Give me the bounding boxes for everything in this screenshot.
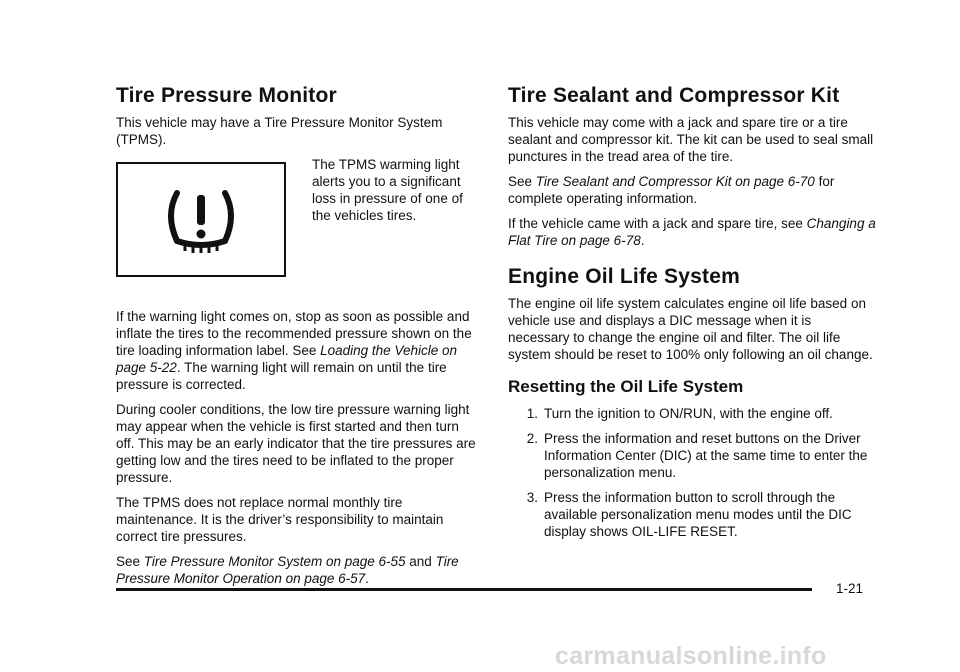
step-number: 1. xyxy=(526,406,538,421)
tpms-paragraph-4 xyxy=(116,553,476,587)
sealant-paragraph-2 xyxy=(508,173,876,207)
cross-reference-link[interactable]: Tire Sealant and Compressor Kit on page 6‑70 xyxy=(535,174,815,189)
section-heading-sealant: Tire Sealant and Compressor Kit xyxy=(508,84,840,107)
text-span: and xyxy=(405,554,436,569)
tpms-caption: The TPMS warming light alerts you to a significant loss in pressure of one of the vehicles tires. xyxy=(312,157,463,223)
text-span: See xyxy=(508,174,536,189)
text-span: . xyxy=(640,233,645,248)
text-span: . xyxy=(365,571,369,586)
section-heading-tpms: Tire Pressure Monitor xyxy=(116,84,337,107)
subheading-reset-oil-life: Resetting the Oil Life System xyxy=(508,377,744,396)
step-text: Turn the ignition to ON/RUN, with the engine off. xyxy=(544,406,833,421)
cross-reference-link[interactable]: Tire Pressure Monitor Operation on page 6‑57 xyxy=(116,554,459,586)
text-span: If the warning light comes on, stop as soon as possible and inflate the tires to the recommended pressure shown on the tire loading information label. See xyxy=(116,309,472,358)
tpms-intro: This vehicle may have a Tire Pressure Monitor System (TPMS). xyxy=(116,115,443,147)
text-span: . The warning light will remain on until the tire pressure is corrected. xyxy=(116,360,447,392)
step-text: Press the information button to scroll through the available personalization menu modes until the DIC display shows OIL‑LIFE RESET. xyxy=(544,490,852,539)
tpms-paragraph-1 xyxy=(116,308,476,393)
list-item xyxy=(508,405,876,422)
cross-reference-link[interactable]: Loading the Vehicle on page 5‑22 xyxy=(116,343,457,375)
list-item xyxy=(508,489,876,540)
step-number: 2. xyxy=(526,431,538,446)
tpms-paragraph-3: The TPMS does not replace normal monthly tire maintenance. It is the driver’s responsibility to maintain correct tire pressures. xyxy=(116,495,444,544)
list-item xyxy=(508,430,876,481)
tpms-warning-icon xyxy=(161,185,241,255)
step-text: Press the information and reset buttons on the Driver Information Center (DIC) at the same time to enter the personalization menu. xyxy=(544,431,868,480)
text-span: for complete operating information. xyxy=(508,174,835,206)
text-span: See xyxy=(116,554,144,569)
sealant-paragraph-3 xyxy=(508,215,876,249)
section-heading-oil-life: Engine Oil Life System xyxy=(508,265,740,288)
page-number: 1-21 xyxy=(836,581,864,596)
watermark: carmanualsonline.info xyxy=(555,642,827,670)
cross-reference-link[interactable]: Tire Pressure Monitor System on page 6‑55 xyxy=(143,554,406,569)
reset-steps-list xyxy=(508,405,876,540)
tpms-icon-frame xyxy=(116,162,286,277)
text-span: If the vehicle came with a jack and spare tire, see xyxy=(508,216,807,231)
sealant-paragraph-1: This vehicle may come with a jack and spare tire or a tire sealant and compressor kit. The kit can be used to seal small punctures in the tread area of the tire. xyxy=(508,115,874,164)
footer-rule xyxy=(116,588,812,591)
step-number: 3. xyxy=(526,490,538,505)
right-column xyxy=(508,84,876,548)
tpms-figure xyxy=(116,156,476,294)
left-column xyxy=(116,84,476,595)
tpms-paragraph-2: During cooler conditions, the low tire pressure warning light may appear when the vehicle is first started and then turn off. This may be an early indicator that the tire pressures are getting low and the tires need to be inflated to the proper pressure. xyxy=(116,402,476,485)
cross-reference-link[interactable]: Changing a Flat Tire on page 6‑78 xyxy=(508,216,876,248)
oil-life-paragraph: The engine oil life system calculates engine oil life based on vehicle use and displays a DIC message when it is necessary to change the engine oil and filter. The oil life system should be reset to 100% only following an oil change. xyxy=(508,296,873,362)
